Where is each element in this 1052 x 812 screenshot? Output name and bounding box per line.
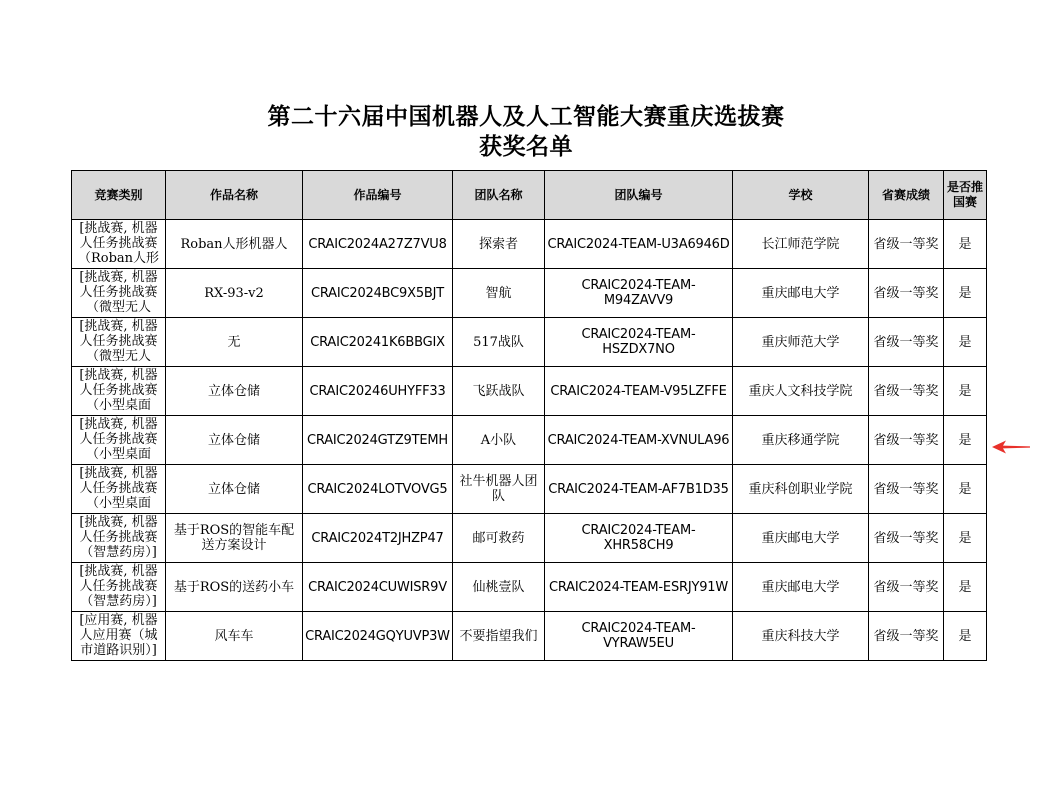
cell-school: 重庆邮电大学: [761, 285, 840, 301]
table-row: [72, 220, 987, 269]
table-row: [72, 416, 987, 465]
table-row: [72, 563, 987, 612]
table-row: [72, 318, 987, 367]
table-row: [72, 367, 987, 416]
cell-work-name: 无: [227, 334, 241, 350]
cell-work-id: CRAIC20241K6BBGIX: [310, 334, 445, 350]
cell-result: 省级一等奖: [873, 579, 939, 595]
cell-result: 省级一等奖: [873, 432, 939, 448]
cell-work-id: CRAIC2024T2JHZP47: [311, 530, 444, 546]
document-subtitle: 获奖名单: [479, 134, 573, 160]
cell-school: 重庆移通学院: [761, 432, 840, 448]
cell-team-id: CRAIC2024-TEAM-HSZDX7NO: [581, 327, 696, 357]
table-header-row: [72, 171, 987, 220]
column-header-team-id: 团队编号: [545, 171, 733, 220]
cell-recommend: 是: [958, 628, 972, 644]
cell-team-id: CRAIC2024-TEAM-M94ZAVV9: [581, 278, 696, 308]
column-header-work-id: 作品编号: [303, 171, 453, 220]
cell-category: [挑战赛, 机器人任务挑战赛（Roban人形: [77, 221, 160, 266]
cell-school: 重庆人文科技学院: [748, 383, 853, 399]
cell-team-id: CRAIC2024-TEAM-XVNULA96: [547, 432, 730, 448]
cell-team-name: 517战队: [473, 334, 524, 350]
cell-work-id: CRAIC2024GQYUVP3W: [305, 628, 450, 644]
cell-team-name: A小队: [480, 432, 517, 448]
cell-work-name: RX-93-v2: [204, 285, 264, 301]
cell-team-name: 探索者: [478, 236, 518, 252]
cell-work-name: 风车车: [214, 628, 254, 644]
table-body: [72, 220, 987, 661]
cell-work-name: 基于ROS的送药小车: [173, 579, 295, 595]
cell-team-id: CRAIC2024-TEAM-XHR58CH9: [581, 523, 696, 553]
cell-work-id: CRAIC2024BC9X5BJT: [311, 285, 444, 301]
cell-category: [挑战赛, 机器人任务挑战赛（小型桌面: [79, 466, 158, 511]
cell-school: 重庆师范大学: [761, 334, 840, 350]
cell-work-id: CRAIC2024LOTVOVG5: [307, 481, 448, 497]
cell-recommend: 是: [958, 383, 972, 399]
cell-team-id: CRAIC2024-TEAM-V95LZFFE: [550, 383, 727, 399]
cell-category: [挑战赛, 机器人任务挑战赛（智慧药房）]: [79, 515, 158, 560]
cell-work-id: CRAIC2024GTZ9TEMH: [307, 432, 448, 448]
cell-recommend: 是: [958, 579, 972, 595]
column-header-recommend: 是否推国赛: [944, 171, 987, 220]
column-header-work-name: 作品名称: [166, 171, 303, 220]
table-row: [72, 269, 987, 318]
cell-team-id: CRAIC2024-TEAM-VYRAW5EU: [581, 621, 696, 651]
cell-school: 重庆科创职业学院: [748, 481, 853, 497]
red-left-arrow-icon: [992, 440, 1030, 454]
cell-work-id: CRAIC2024CUWISR9V: [308, 579, 447, 595]
cell-category: [挑战赛, 机器人任务挑战赛（小型桌面: [79, 368, 158, 413]
cell-work-name: 立体仓储: [207, 481, 260, 497]
cell-result: 省级一等奖: [873, 530, 939, 546]
cell-work-id: CRAIC20246UHYFF33: [309, 383, 446, 399]
awards-table: [71, 170, 987, 661]
table-row: [72, 465, 987, 514]
cell-result: 省级一等奖: [873, 236, 939, 252]
cell-recommend: 是: [958, 432, 972, 448]
cell-category: [挑战赛, 机器人任务挑战赛（微型无人: [79, 319, 158, 364]
cell-team-name: 社牛机器人团队: [459, 474, 538, 504]
column-header-result: 省赛成绩: [869, 171, 944, 220]
cell-work-name: 立体仓储: [207, 432, 260, 448]
cell-work-name: 立体仓储: [207, 383, 260, 399]
cell-recommend: 是: [958, 481, 972, 497]
cell-category: [挑战赛, 机器人任务挑战赛（小型桌面: [79, 417, 158, 462]
column-header-school: 学校: [733, 171, 869, 220]
cell-school: 重庆科技大学: [761, 628, 840, 644]
cell-team-id: CRAIC2024-TEAM-U3A6946D: [547, 236, 730, 252]
column-header-team-name: 团队名称: [453, 171, 545, 220]
cell-result: 省级一等奖: [873, 334, 939, 350]
table-row: [72, 612, 987, 661]
cell-team-name: 仙桃壹队: [472, 579, 525, 595]
cell-work-name: Roban人形机器人: [180, 236, 288, 252]
column-header-category: 竞赛类别: [72, 171, 166, 220]
cell-team-name: 不要指望我们: [459, 628, 538, 644]
cell-category: [挑战赛, 机器人任务挑战赛（微型无人: [79, 270, 158, 315]
cell-result: 省级一等奖: [873, 383, 939, 399]
cell-work-name: 基于ROS的智能车配送方案设计: [173, 523, 295, 553]
cell-team-name: 邮可救药: [472, 530, 525, 546]
cell-team-name: 飞跃战队: [472, 383, 525, 399]
cell-result: 省级一等奖: [873, 628, 939, 644]
cell-recommend: 是: [958, 236, 972, 252]
cell-recommend: 是: [958, 334, 972, 350]
table-row: [72, 514, 987, 563]
cell-school: 重庆邮电大学: [761, 579, 840, 595]
cell-team-name: 智航: [485, 285, 512, 301]
cell-result: 省级一等奖: [873, 285, 939, 301]
cell-recommend: 是: [958, 285, 972, 301]
cell-school: 长江师范学院: [761, 236, 840, 252]
cell-category: [应用赛, 机器人应用赛（城市道路识别）]: [79, 613, 158, 658]
cell-result: 省级一等奖: [873, 481, 939, 497]
cell-team-id: CRAIC2024-TEAM-AF7B1D35: [548, 481, 729, 497]
cell-category: [挑战赛, 机器人任务挑战赛（智慧药房）]: [79, 564, 158, 609]
cell-recommend: 是: [958, 530, 972, 546]
cell-school: 重庆邮电大学: [761, 530, 840, 546]
cell-team-id: CRAIC2024-TEAM-ESRJY91W: [549, 579, 728, 595]
cell-work-id: CRAIC2024A27Z7VU8: [308, 236, 447, 252]
document-title: 第二十六届中国机器人及人工智能大赛重庆选拔赛: [267, 104, 785, 130]
